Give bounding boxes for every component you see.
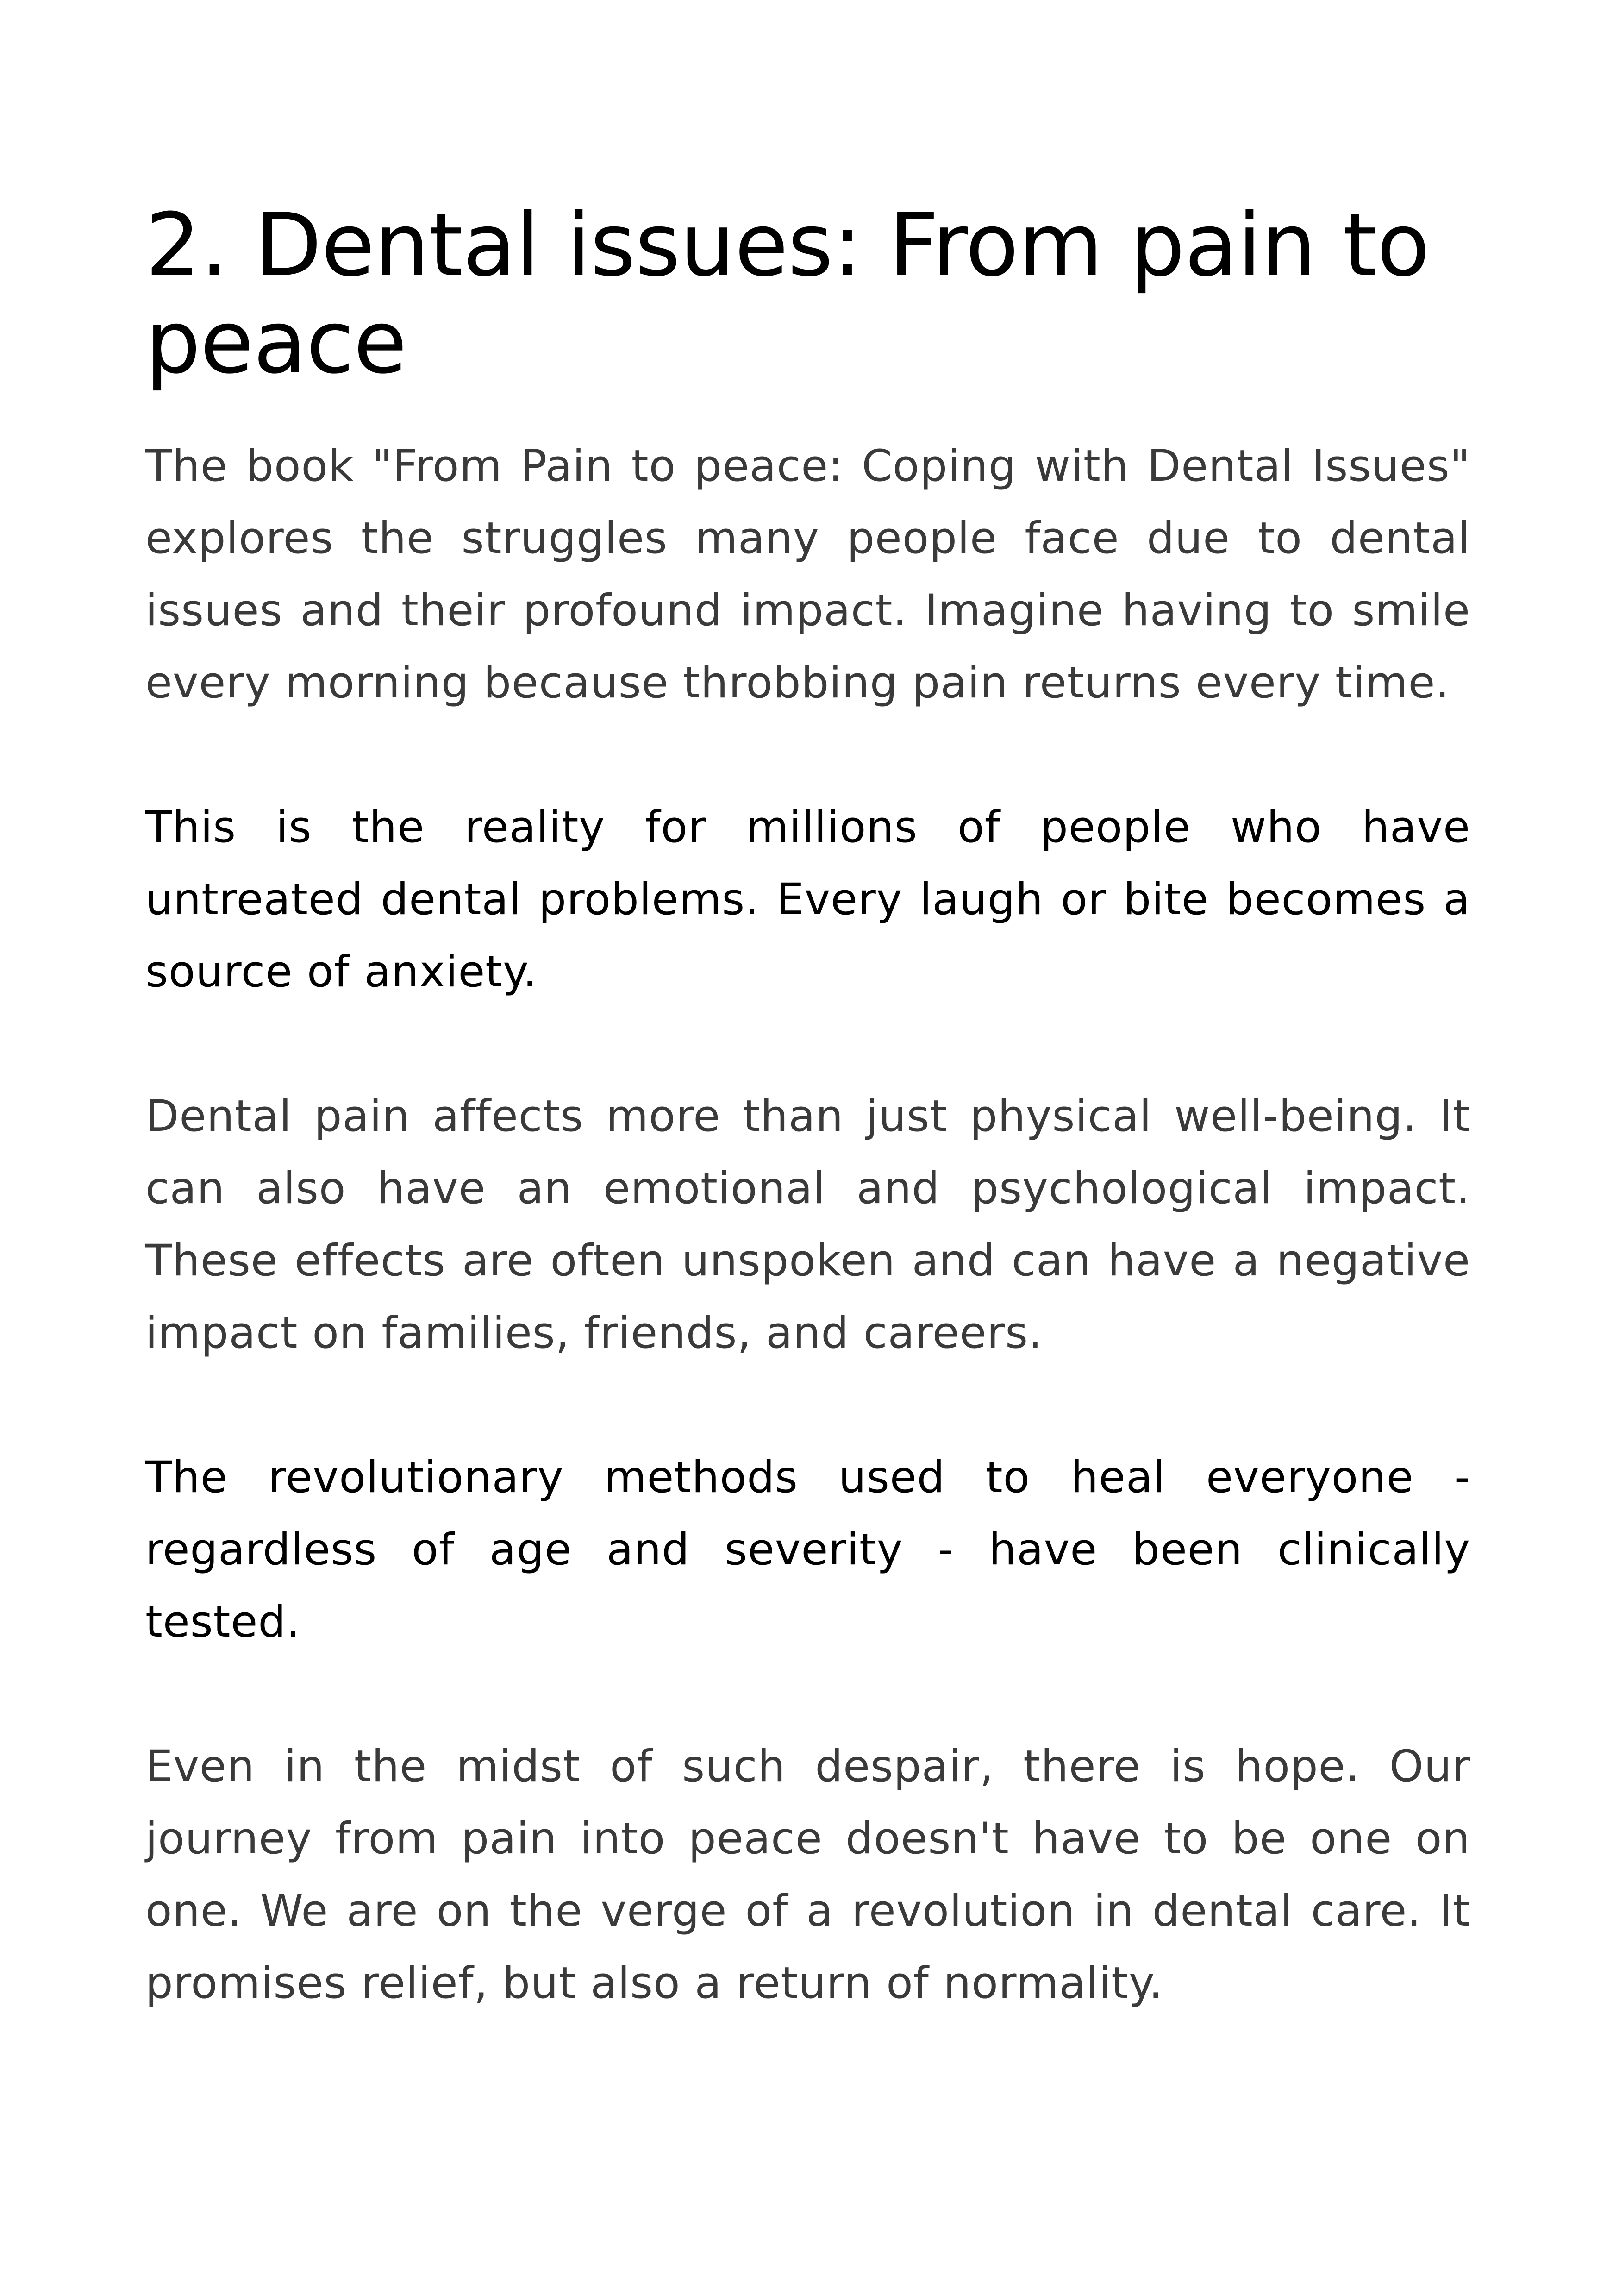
page-content — [145, 194, 1470, 2020]
paragraph-hope: Even in the midst of such despair, there is hope. Our journey from pain into peace doesn't have to be one on one. We are on the verge of a revolution in dental care. It promises relief, but also a return of normality. — [145, 1741, 1470, 2008]
section-heading: 2. Dental issues: From pain to peace — [145, 194, 1430, 393]
paragraph-dental-pain-effects: Dental pain affects more than just physical well-being. It can also have an emotional and psychological impact. These effects are often unspoken and can have a negative impact on families, friends, and careers. — [145, 1091, 1470, 1358]
paragraph-book-intro: The book "From Pain to peace: Coping with Dental Issues" explores the struggles many people face due to dental issues and their profound impact. Imagine having to smile every morning because throbbing pain returns every time. — [145, 441, 1470, 708]
paragraph-revolutionary-methods: The revolutionary methods used to heal everyone - regardless of age and severity - have been clinically tested. — [145, 1452, 1470, 1647]
paragraph-reality: This is the reality for millions of people who have untreated dental problems. Every laugh or bite becomes a source of anxiety. — [145, 802, 1470, 997]
